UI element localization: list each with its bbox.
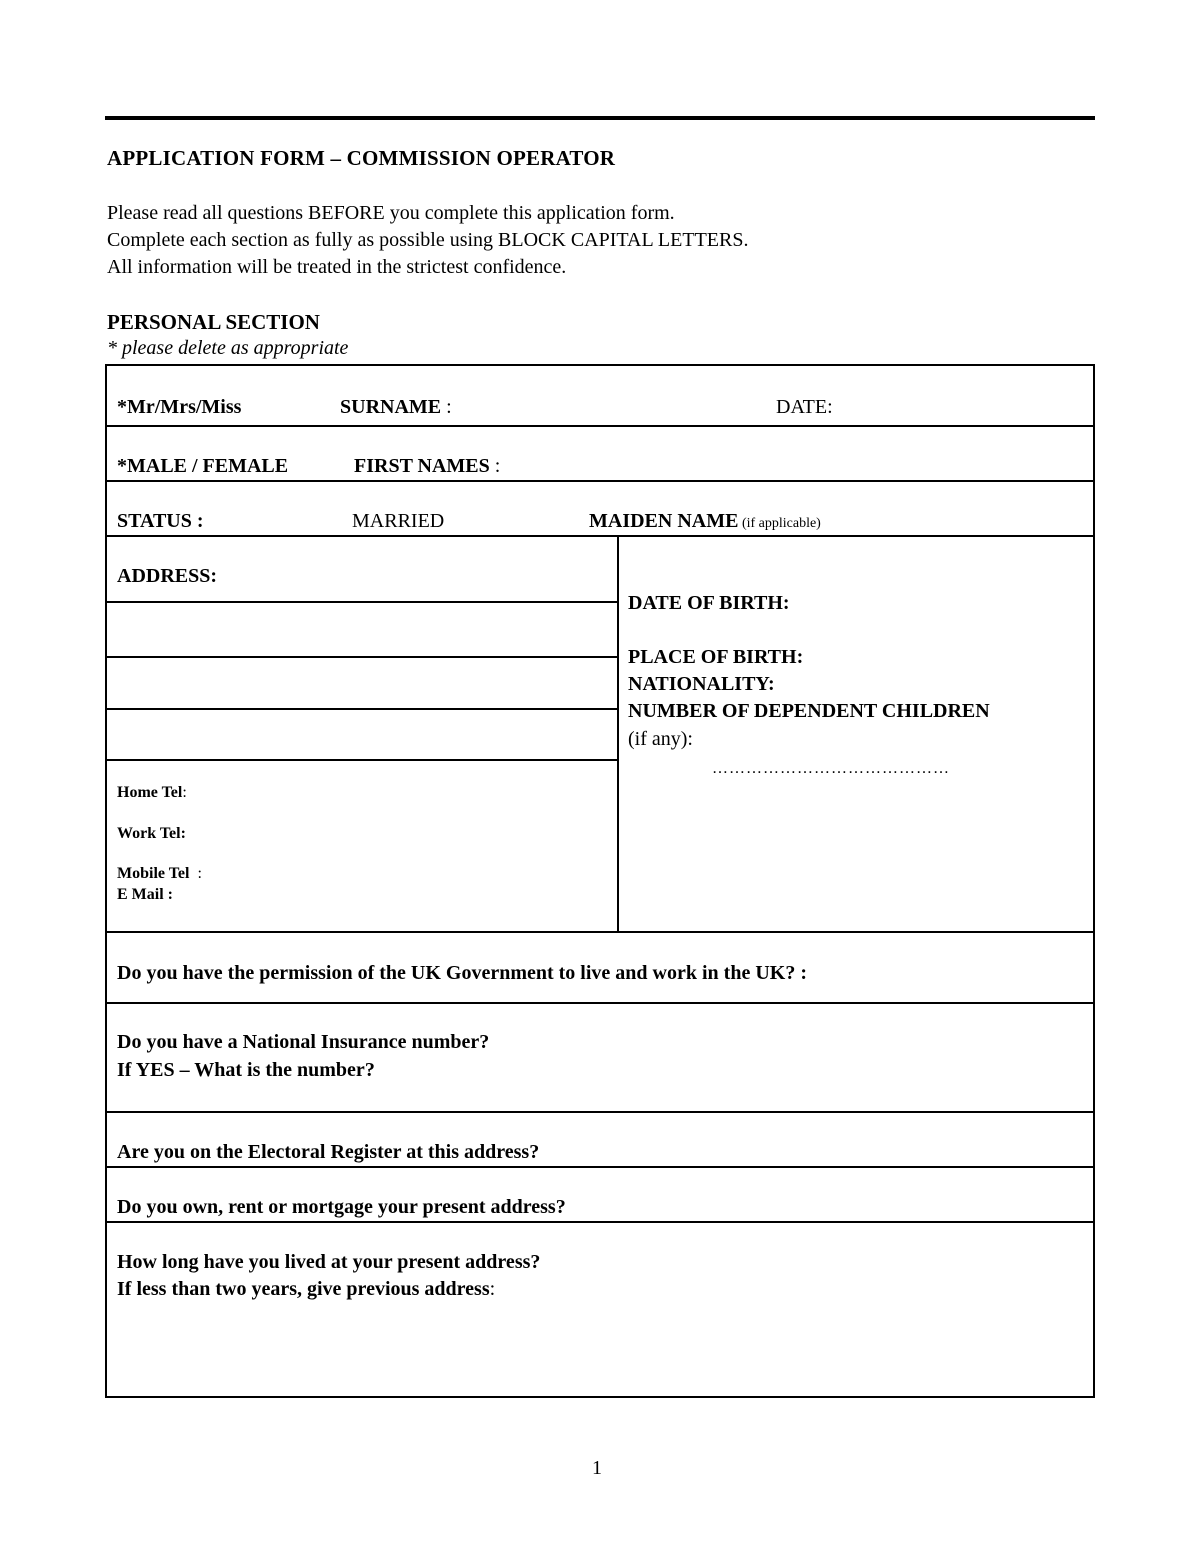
question-previous-address: If less than two years, give previous address <box>117 1278 490 1300</box>
address-line-divider <box>107 759 619 761</box>
delete-note: * please delete as appropriate <box>107 337 349 359</box>
question-own-rent: Do you own, rent or mortgage your present address? <box>117 1196 566 1218</box>
intro-line-3: All information will be treated in the strictest confidence. <box>107 256 567 278</box>
question-electoral-register: Are you on the Electoral Register at this address? <box>117 1141 540 1163</box>
status-value[interactable]: MARRIED <box>352 510 445 532</box>
nationality-label: NATIONALITY: <box>628 673 775 695</box>
row-divider <box>107 425 1093 427</box>
surname-colon: : <box>441 396 452 418</box>
row-divider <box>107 1221 1093 1223</box>
question-previous-address-field[interactable]: If less than two years, give previous address: <box>117 1278 496 1300</box>
surname-field[interactable] <box>340 396 452 419</box>
page-number: 1 <box>592 1457 602 1479</box>
dependent-children-label: NUMBER OF DEPENDENT CHILDREN <box>628 700 990 722</box>
work-tel-label[interactable]: Work Tel: <box>117 825 186 842</box>
maiden-name-note: (if applicable) <box>738 516 821 531</box>
email-label[interactable]: E Mail : <box>117 886 173 903</box>
top-rule <box>105 116 1095 120</box>
row-divider <box>107 1111 1093 1113</box>
surname-label: SURNAME <box>340 396 442 418</box>
address-label: ADDRESS: <box>117 565 218 587</box>
first-names-field[interactable] <box>354 455 500 478</box>
personal-section-title: PERSONAL SECTION <box>107 310 320 334</box>
row-divider <box>107 1002 1093 1004</box>
dependent-children-note: (if any): <box>628 728 693 750</box>
title-options[interactable]: *Mr/Mrs/Miss <box>117 396 242 418</box>
row-divider <box>107 480 1093 482</box>
gender-options[interactable]: *MALE / FEMALE <box>117 455 289 477</box>
address-line-divider <box>107 601 619 603</box>
dob-label: DATE OF BIRTH: <box>628 592 790 614</box>
row-divider <box>107 535 1093 537</box>
first-names-label: FIRST NAMES <box>354 455 490 477</box>
dependent-children-dots[interactable]: …………………………………… <box>712 760 950 777</box>
personal-details-form <box>105 364 1095 1398</box>
question-how-long: How long have you lived at your present address? <box>117 1251 541 1273</box>
row-divider <box>107 931 1093 933</box>
status-label: STATUS : <box>117 510 204 532</box>
address-line-divider <box>107 708 619 710</box>
date-label: DATE: <box>776 396 833 418</box>
mobile-tel-field[interactable]: Mobile Tel : <box>117 865 202 882</box>
question-ni-what: If YES – What is the number? <box>117 1059 375 1081</box>
intro-line-2: Complete each section as fully as possible using BLOCK CAPITAL LETTERS. <box>107 229 749 251</box>
address-line-divider <box>107 656 619 658</box>
maiden-name-label: MAIDEN NAME <box>589 510 739 532</box>
mobile-tel-label: Mobile Tel <box>117 865 190 882</box>
first-names-colon: : <box>489 455 501 477</box>
question-ni-number: Do you have a National Insurance number? <box>117 1031 490 1053</box>
home-tel-field[interactable]: Home Tel: <box>117 784 187 801</box>
intro-line-1: Please read all questions BEFORE you complete this application form. <box>107 202 675 224</box>
row-divider <box>107 1166 1093 1168</box>
column-divider <box>617 535 619 932</box>
home-tel-label: Home Tel <box>117 784 183 801</box>
maiden-name-field[interactable] <box>589 510 821 533</box>
place-of-birth-label: PLACE OF BIRTH: <box>628 646 804 668</box>
question-permission: Do you have the permission of the UK Government to live and work in the UK? : <box>117 962 807 984</box>
form-title: APPLICATION FORM – COMMISSION OPERATOR <box>107 146 616 170</box>
